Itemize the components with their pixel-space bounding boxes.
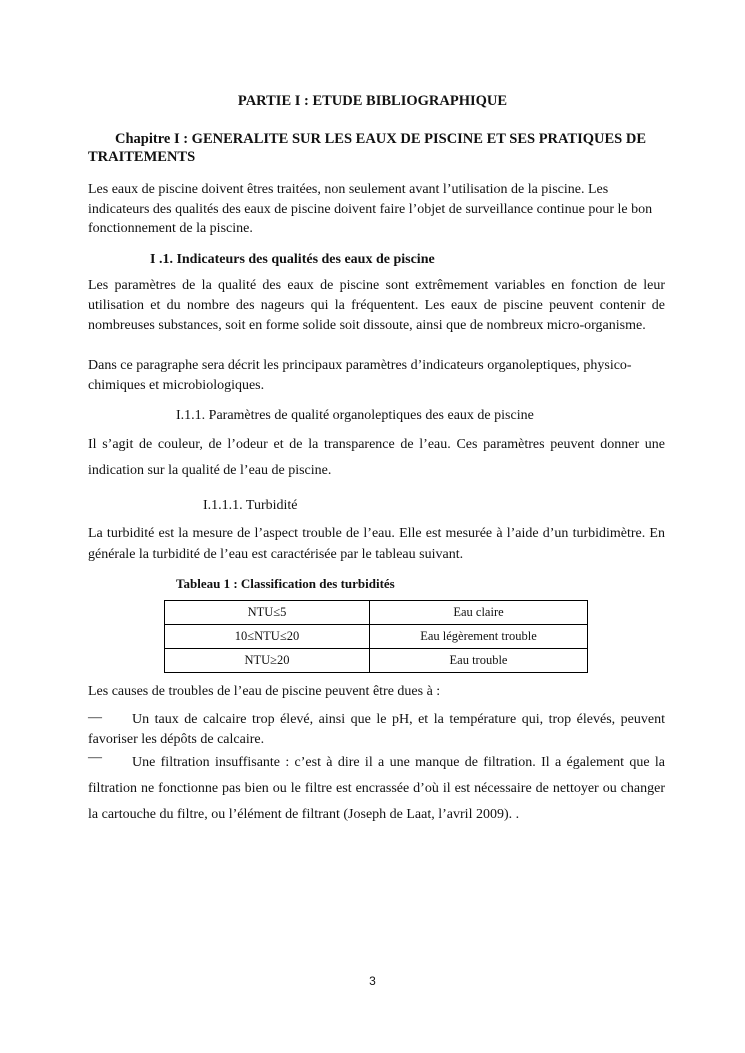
table-cell-range: NTU≤5	[165, 601, 370, 625]
table-cell-class: Eau légèrement trouble	[370, 625, 588, 649]
table-row	[165, 625, 588, 649]
table-cell-range: 10≤NTU≤20	[165, 625, 370, 649]
table-cell-class: Eau claire	[370, 601, 588, 625]
turbidity-paragraph: La turbidité est la mesure de l’aspect trouble de l’eau. Elle est mesurée à l’aide d’un turbidimètre. En générale la turbidité de l’eau est caractérisée par le tableau suivant.	[88, 526, 665, 562]
table-caption: Tableau 1 : Classification des turbidités	[176, 576, 395, 591]
section-heading-1-1-1: I.1.1.1. Turbidité	[203, 498, 298, 513]
cause-item-1: Un taux de calcaire trop élevé, ainsi que le pH, et la température qui, trop élevés, peuvent favoriser les dépôts de calcaire.	[88, 712, 665, 747]
section-1-paragraph-1: Les paramètres de la qualité des eaux de piscine sont extrêmement variables en fonction de leur utilisation et du nombre des nageurs qui la fréquentent. Les eaux de piscine peuvent contenir de nombreuses substances, soit en forme solide soit dissoute, ainsi que de nombreux micro-organisme.	[88, 278, 665, 333]
intro-paragraph: Les eaux de piscine doivent êtres traitées, non seulement avant l’utilisation de la piscine. Les indicateurs des qualités des eaux de piscine doivent faire l’objet de surveillance continue pour le bon fonctionnement de la piscine.	[88, 182, 653, 236]
section-heading-1-1: I.1.1. Paramètres de qualité organoleptiques des eaux de piscine	[176, 408, 534, 423]
part-title: PARTIE I : ETUDE BIBLIOGRAPHIQUE	[237, 93, 508, 109]
table-cell-range: NTU≥20	[165, 649, 370, 673]
list-dash: —	[88, 750, 102, 765]
cause-item-2: Une filtration insuffisante : c’est à dire il a une manque de filtration. Il a également que la filtration ne fonctionne pas bien ou le filtre est encrassée d’où il est nécessaire de nettoyer ou changer la cartouche du filtre, ou l’élément de filtrant (Joseph de Laat, l’avril 2009). .	[88, 755, 665, 822]
table-cell-class: Eau trouble	[370, 649, 588, 673]
section-heading-1: I .1. Indicateurs des qualités des eaux de piscine	[150, 252, 435, 267]
table-row	[165, 601, 588, 625]
page-number: 3	[369, 974, 376, 988]
causes-intro: Les causes de troubles de l’eau de piscine peuvent être dues à :	[88, 684, 441, 699]
chapter-title: Chapitre I : GENERALITE SUR LES EAUX DE PISCINE ET SES PRATIQUES DE TRAITEMENTS	[88, 131, 646, 165]
section-1-paragraph-2: Dans ce paragraphe sera décrit les principaux paramètres d’indicateurs organoleptiques, physico-chimiques et microbiologiques.	[88, 358, 632, 393]
table-row	[165, 649, 588, 673]
section-1-1-paragraph: Il s’agit de couleur, de l’odeur et de la transparence de l’eau. Ces paramètres peuvent donner une indication sur la qualité de l’eau de piscine.	[88, 437, 665, 478]
list-dash: —	[88, 710, 102, 725]
turbidity-table	[164, 600, 588, 673]
